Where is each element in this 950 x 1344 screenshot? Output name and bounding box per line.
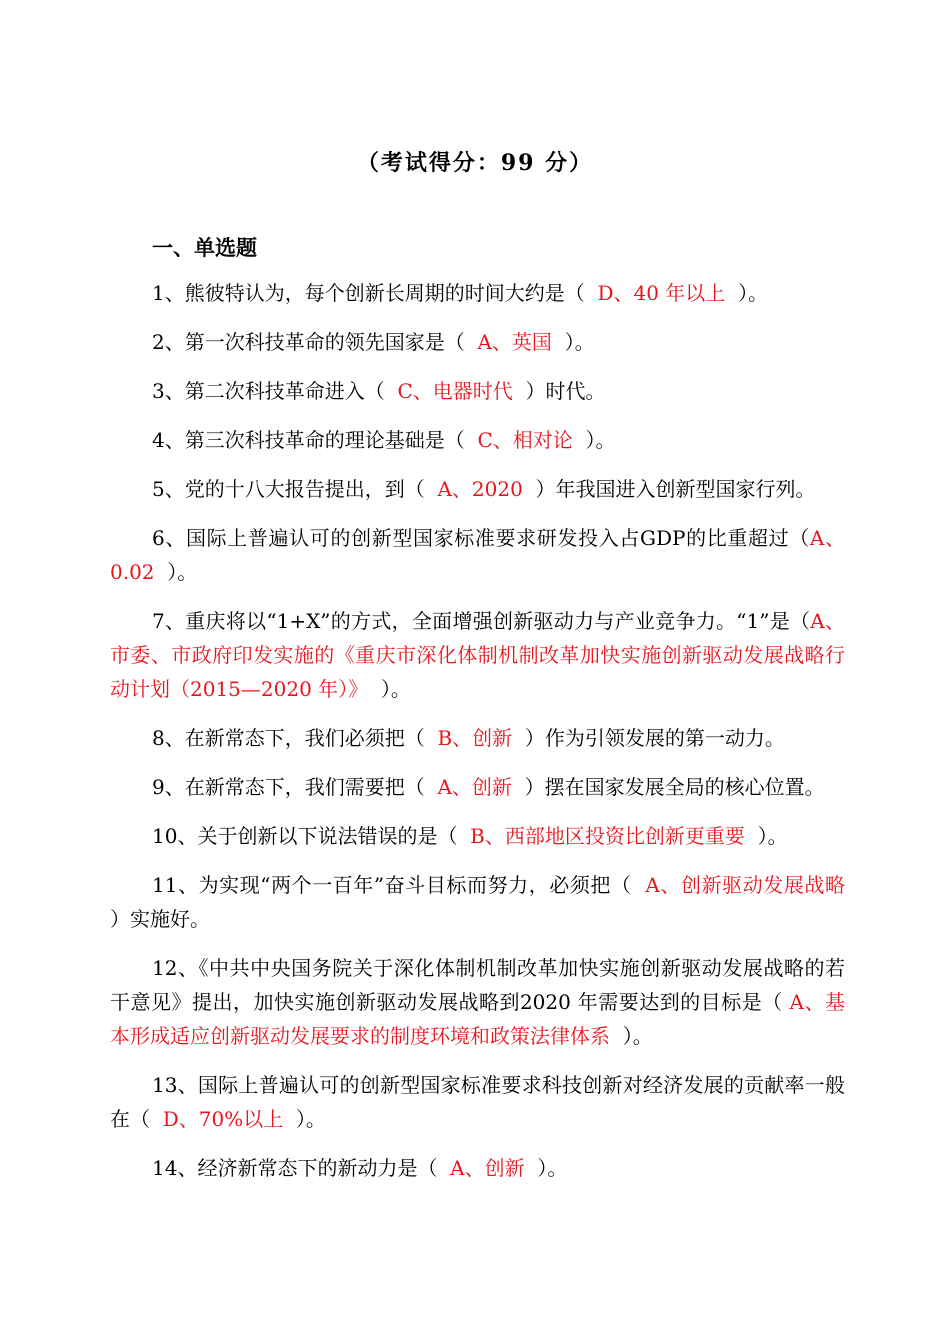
- answer-text: C、电器时代: [384, 379, 526, 403]
- answer-text: A、0.02: [110, 526, 845, 584]
- question-text-tail: ）。: [380, 677, 411, 701]
- question-text-tail: ）实施好。: [110, 907, 210, 931]
- question-text-tail: ）。: [167, 560, 198, 584]
- question-text: 12、《中共中央国务院关于深化体制机制改革加快实施创新驱动发展战略的若干意见》提出，加快实施创新驱动发展战略到2020 年需要达到的目标是（: [110, 956, 845, 1014]
- answer-text: D、40 年以上: [584, 281, 739, 305]
- question-item: [110, 423, 845, 457]
- question-item: [110, 1068, 845, 1136]
- question-item: [110, 472, 845, 506]
- question-text: 14、经济新常态下的新动力是（: [152, 1156, 438, 1180]
- question-text-tail: ）时代。: [525, 379, 606, 403]
- answer-text: A、2020: [424, 477, 536, 501]
- question-text-tail: ）。: [295, 1107, 326, 1131]
- question-text-tail: ）摆在国家发展全局的核心位置。: [524, 775, 825, 799]
- question-text-tail: ）年我国进入创新型国家行列。: [535, 477, 816, 501]
- question-item: [110, 1151, 845, 1185]
- question-text-tail: ）。: [537, 1156, 568, 1180]
- question-text-tail: ）。: [564, 330, 595, 354]
- question-text: 10、关于创新以下说法错误的是（: [152, 824, 458, 848]
- answer-text: B、西部地区投资比创新更重要: [457, 824, 758, 848]
- question-item: [110, 770, 845, 804]
- answer-text: B、创新: [424, 726, 525, 750]
- question-text-tail: ）作为引领发展的第一动力。: [524, 726, 785, 750]
- question-item: [110, 374, 845, 408]
- question-text: 9、在新常态下，我们需要把（: [152, 775, 425, 799]
- question-text-tail: ）。: [622, 1024, 653, 1048]
- question-text: 13、国际上普遍认可的创新型国家标准要求科技创新对经济发展的贡献率一般在（: [110, 1073, 845, 1131]
- question-item: [110, 521, 845, 589]
- question-text: 3、第二次科技革命进入（: [152, 379, 385, 403]
- answer-text: A、基本形成适应创新驱动发展要求的制度环境和政策法律体系: [110, 990, 845, 1048]
- question-text: 4、第三次科技革命的理论基础是（: [152, 428, 465, 452]
- question-text: 2、第一次科技革命的领先国家是（: [152, 330, 465, 354]
- question-text-tail: ）。: [757, 824, 788, 848]
- question-text: 8、在新常态下，我们必须把（: [152, 726, 425, 750]
- question-text-tail: ）。: [738, 281, 769, 305]
- question-item: [110, 951, 845, 1053]
- question-text: 7、重庆将以“1+X”的方式，全面增强创新驱动力与产业竞争力。“1”是（: [152, 609, 811, 633]
- question-item: [110, 819, 845, 853]
- question-text: 11、为实现“两个一百年”奋斗目标而努力，必须把（: [152, 873, 632, 897]
- question-text: 5、党的十八大报告提出，到（: [152, 477, 425, 501]
- answer-text: D、70%以上: [150, 1107, 296, 1131]
- answer-text: A、创新: [424, 775, 525, 799]
- question-item: [110, 276, 845, 310]
- question-text: 1、熊彼特认为，每个创新长周期的时间大约是（: [152, 281, 585, 305]
- answer-text: C、相对论: [464, 428, 586, 452]
- exam-score: （考试得分：99 分）: [356, 150, 594, 176]
- section-title: 一、单选题: [152, 235, 257, 260]
- answer-text: A、创新驱动发展战略: [631, 873, 858, 897]
- question-item: [110, 868, 858, 936]
- question-item: [110, 325, 845, 359]
- question-list: [110, 276, 858, 1200]
- question-text-tail: ）。: [585, 428, 616, 452]
- answer-text: A、市委、市政府印发实施的《重庆市深化体制机制改革加快实施创新驱动发展战略行动计划（2015—2020 年）》: [110, 609, 845, 701]
- question-text: 6、国际上普遍认可的创新型国家标准要求研发投入占GDP的比重超过（: [152, 526, 810, 550]
- answer-text: A、英国: [464, 330, 565, 354]
- question-item: [110, 721, 845, 755]
- answer-text: A、创新: [437, 1156, 538, 1180]
- question-item: [110, 604, 845, 706]
